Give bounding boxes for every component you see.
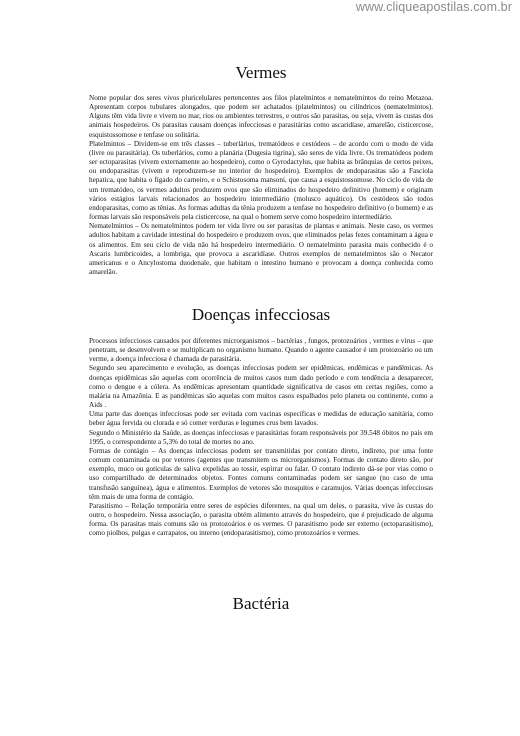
paragraph: Nome popular dos seres vivos pluricelulares pertencentes aos filos platelmintos e nematelmintos do reino Metazoa. Apresentam corpos tubulares alongados, que podem ser achatados (platelmintos) ou cilíndricos (nematelmintos). Alguns têm vida livre e vivem no mar, rios ou ambientes terrestres, e outros são parasitas, ou seja, vivem às custas dos animais hospedeiros. Os parasitas causam doenças infecciosas e parasitárias como ascaridíase, amarelão, cisticercose, esquistossomose e tenfase ou solitária. bbox=[89, 94, 433, 139]
site-url-header: www.cliqueapostilas.com.br bbox=[355, 0, 512, 14]
paragraph: Segundo o Ministério da Saúde, as doenças infecciosas e parasitárias foram responsáveis por 39.548 óbitos no país em 1995, o correspondente a 5,3% do total de mortes no ano. bbox=[89, 428, 433, 446]
section-title: Doenças infecciosas bbox=[191, 305, 331, 324]
section-title: Vermes bbox=[235, 63, 287, 82]
paragraph: Processos infecciosos causados por diferentes microrganismos – bactérias , fungos, protozoários , vermes e vírus – que penetram, se desenvolvem e se multiplicam no organismo humano. Quando o agente causador é um protozoário ou um verme, a doença infecciosa é chamada de parasitária. bbox=[89, 337, 433, 364]
paragraph: Segundo seu aparecimento e evolução, as doenças infecciosas podem ser epidêmicas, endêmicas e pandêmicas. As doenças epidêmicas são aquelas com ocorrência de muitos casos num dado período e com tendência a desaparecer, como o dengue e a cólera. As endêmicas apresentam quantidade significativa de casos em certas regiões, como a malária na Amazônia. E as pandêmicas são aquelas com muitos casos espalhados pelo planeta ou continente, como a Aids . bbox=[89, 364, 433, 410]
section-vermes bbox=[89, 63, 433, 277]
paragraph: Formas de contágio – As doenças infecciosas podem ser transmitidas por contato direto, indireto, por uma fonte comum contaminada ou por vetores (agentes que transmitem os microrganismos). Formas de contato direto são, por exemplo, muco ou gotículas de saliva expelidas ao tossir, espirrar ou falar. O contato indireto dá-se por vias como o uso compartilhado de determinados objetos. Fontes comuns contaminadas podem ser sangue (no caso de uma transfusão sanguínea), água e alimentos. Exemplos de vetores são mosquitos e caramujos. Várias doenças infecciosas têm mais de uma forma de contágio. bbox=[89, 446, 433, 501]
section-bacteria bbox=[89, 594, 433, 614]
section-doencas-infecciosas bbox=[89, 305, 433, 538]
section-title: Bactéria bbox=[232, 594, 290, 613]
paragraph: Uma parte das doenças infecciosas pode ser evitada com vacinas específicas e medidas de educação sanitária, como beber água fervida ou clorada e só comer verduras e legumes crus bem lavados. bbox=[89, 410, 433, 428]
paragraph: Parasitismo – Relação temporária entre seres de espécies diferentes, na qual um deles, o parasita, vive às custas do outro, o hospedeiro. Nessa associação, o parasita obtém alimento através do hospedeiro, que é prejudicado de alguma forma. Os parasitas mais comuns são os protozoários e os vermes. O parasitismo pode ser externo (ectoparasitismo), como piolhos, pulgas e carrapatos, ou interno (endoparasitismo), como protozoários e vermes. bbox=[89, 501, 433, 538]
paragraph: Platelmintos – Dividem-se em três classes – tuberlários, trematódeos e cestódeos – de acordo com o modo de vida (livre ou parasitária). Os tuberlários, como a planária (Dugesia tigrina), são seres de vida livre. Os trematódeos podem ser ectoparasitas (vivem externamente ao hospedeiro), como o Gyrodactylus, que habita as brânquias de certos peixes, ou endoparasitas (vivem e reproduzem-se no interior do hospedeiro). Exemplos de endoparasitas são a Fasciola hepatica, que habita o fígado do carneiro, e o Schistosoma mansoni, que causa a esquistossomose. No ciclo de vida de um trematódeo, os vermes adultos produzem ovos que são eliminados do hospedeiro definitivo (homem) e originam vários estágios larvais relacionados ao hospedeiro intermediário (molusco aquático). Os cestódeos são todos endoparasitas, como as tênias. As formas adultas da tênia produzem a tenfase no hospedeiro definitivo (o homem) e as formas larvais são responsáveis pela cisticercose, na qual o homem serve como hospedeiro intermediário. bbox=[89, 139, 433, 222]
paragraph: Nematelmintos – Os nematelmintos podem ter vida livre ou ser parasitas de plantas e animais. Neste caso, os vermes adultos habitam a cavidade intestinal do hospedeiro e produzem ovos, que eliminados pelas fezes contaminam a água e os alimentos. Em seu ciclo de vida não há hospedeiro intermediário. O nematelminto parasita mais conhecido é o Ascaris lumbricoides, a lombriga, que provoca a ascaridíase. Outros exemplos de nematelmintos são o Necator americanus e o Ancylostoma duodenale, que habitam o intestino humano e provocam a doença conhecida como amarelão. bbox=[89, 222, 433, 276]
